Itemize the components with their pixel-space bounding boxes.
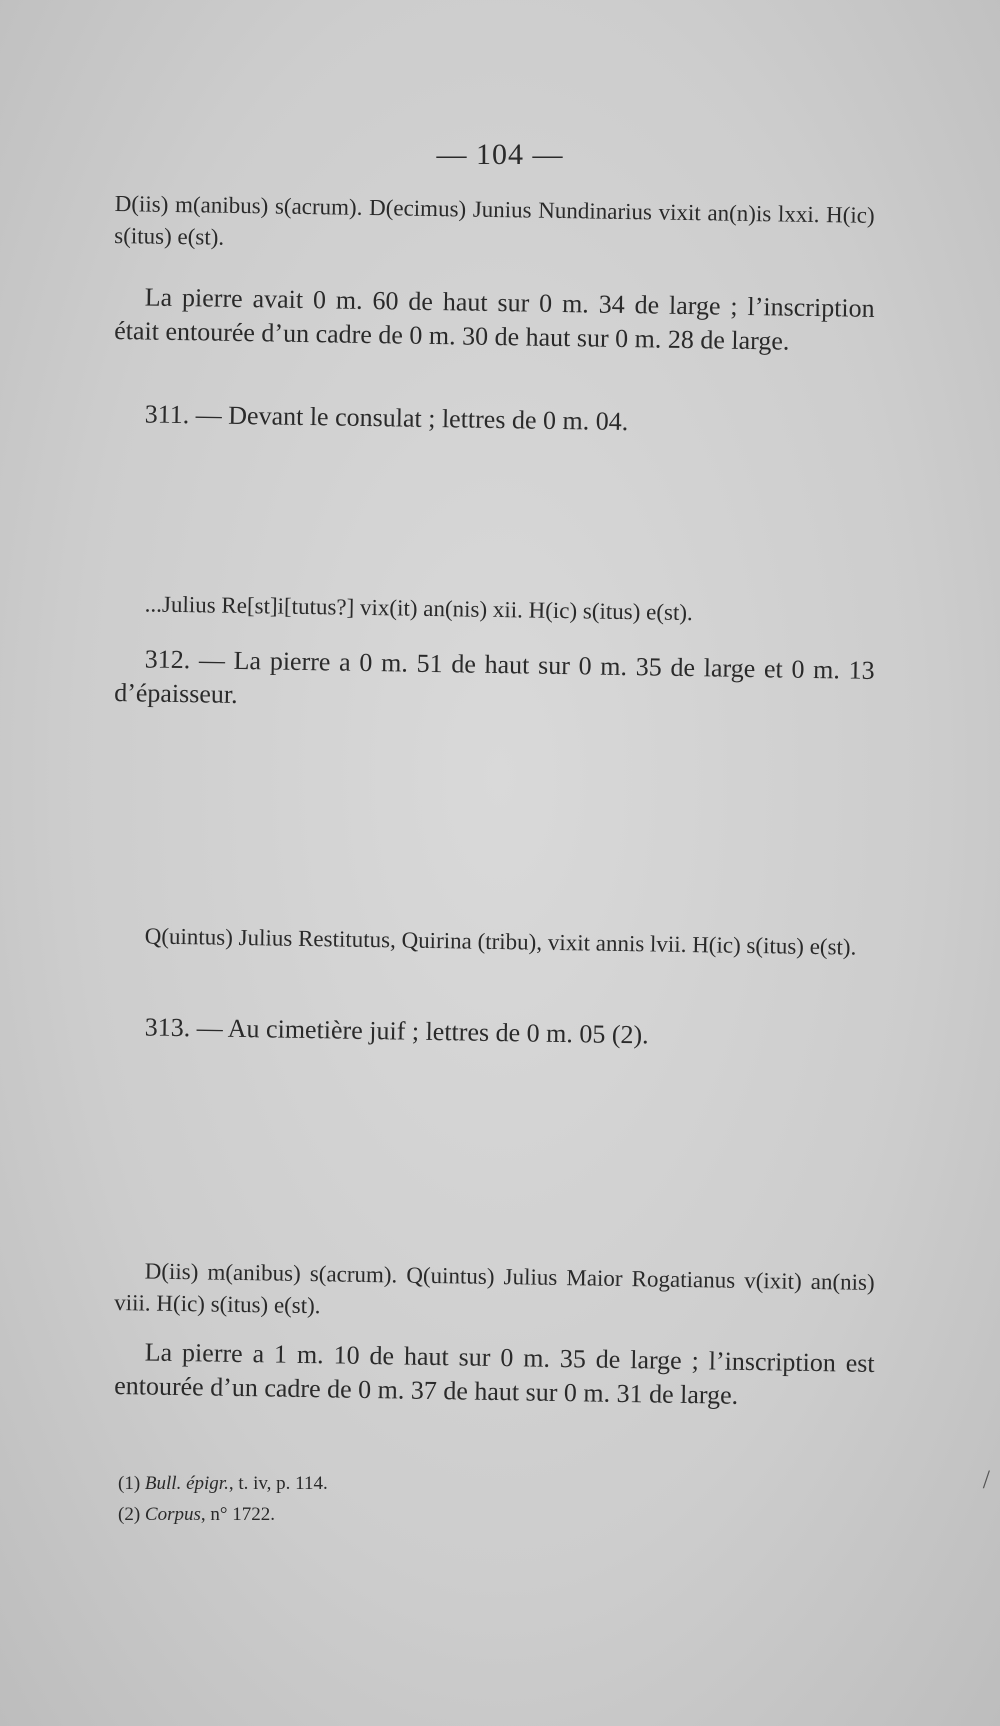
footnote: [118, 1468, 818, 1499]
footnote-number: (2): [118, 1504, 141, 1525]
paragraph-transcription-311: ...Julius Re[st]i[tutus?] vix(it) an(nis) xii. H(ic) s(itus) e(st).: [144, 591, 693, 626]
footnote-detail: , n° 1722.: [200, 1504, 275, 1525]
margin-mark: /: [982, 1465, 990, 1494]
footnote-reference: Corpus: [144, 1504, 201, 1525]
paragraph-stone-dimensions-313: La pierre a 1 m. 10 de haut sur 0 m. 35 de large ; l’inscription est entourée d’un cadre de 0 m. 37 de haut sur 0 m. 31 de large.: [113, 1337, 875, 1410]
paragraph-transcription-313: D(iis) m(anibus) s(acrum). Q(uintus) Julius Maior Rogatianus v(ixit) an(nis) viii. H(ic) s(itus) e(st).: [114, 1258, 875, 1319]
entry-311-heading: 311. — Devant le consulat ; lettres de 0 m. 04.: [144, 399, 629, 437]
footnotes: [118, 1468, 818, 1530]
entry-312-heading: 312. — La pierre a 0 m. 51 de haut sur 0 m. 35 de large et 0 m. 13 d’épaisseur.: [113, 644, 875, 709]
paragraph-transcription-312: Q(uintus) Julius Restitutus, Quirina (tribu), vixit annis lvii. H(ic) s(itus) e(st).: [144, 923, 857, 960]
entry-313-heading: 313. — Au cimetière juif ; lettres de 0 m. 05 (2).: [144, 1012, 649, 1050]
paragraph-stone-dimensions-1: La pierre avait 0 m. 60 de haut sur 0 m. 34 de large ; l’inscription était entourée d’un cadre de 0 m. 30 de haut sur 0 m. 28 de large.: [113, 282, 875, 356]
footnote: [118, 1499, 818, 1530]
footnote-detail: , t. iv, p. 114.: [228, 1473, 328, 1494]
paragraph-transcription-1: D(iis) m(anibus) s(acrum). D(ecimus) Junius Nundinarius vixit an(n)is lxxi. H(ic) s(itus) e(st).: [114, 190, 875, 250]
page-number: — 104 —: [436, 138, 564, 171]
footnote-number: (1): [118, 1473, 141, 1494]
footnote-reference: Bull. épigr.: [144, 1473, 229, 1494]
